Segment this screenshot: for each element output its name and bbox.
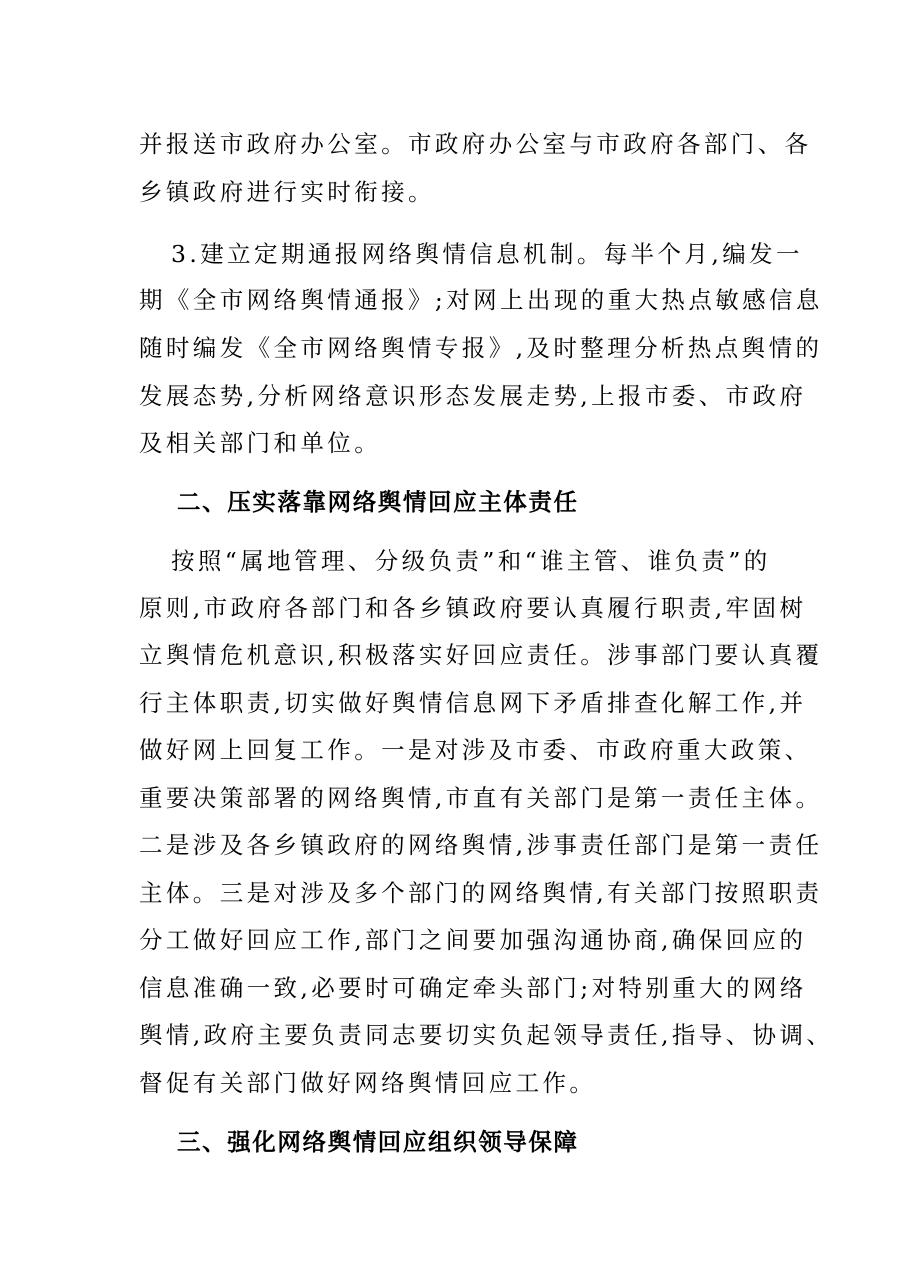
- paragraph-line: 分工做好回应工作,部门之间要加强沟通协商,确保回应的: [139, 926, 807, 954]
- paragraph-line: 立舆情危机意识,积极落实好回应责任。涉事部门要认真覆: [139, 641, 823, 669]
- paragraph-line: 二是涉及各乡镇政府的网络舆情,涉事责任部门是第一责任: [139, 831, 823, 859]
- section-heading: 二、压实落靠网络舆情回应主体责任: [177, 488, 579, 516]
- paragraph-line: 做好网上回复工作。一是对涉及市委、市政府重大政策、: [139, 736, 812, 764]
- paragraph-line: 期《全市网络舆情通报》;对网上出现的重大热点敏感信息: [139, 286, 823, 314]
- paragraph-line: 行主体职责,切实做好舆情信息网下矛盾排查化解工作,并: [139, 689, 807, 717]
- paragraph-line: 信息准确一致,必要时可确定牵头部门;对特别重大的网络: [139, 974, 807, 1002]
- paragraph-line: 并报送市政府办公室。市政府办公室与市政府各部门、各: [139, 130, 812, 158]
- paragraph-line: 督促有关部门做好网络舆情回应工作。: [139, 1069, 597, 1097]
- paragraph-line: 随时编发《全市网络舆情专报》,及时整理分析热点舆情的: [139, 334, 823, 362]
- paragraph-line: 舆情,政府主要负责同志要切实负起领导责任,指导、协调、: [139, 1021, 834, 1049]
- paragraph-line: 及相关部门和单位。: [139, 429, 382, 457]
- paragraph-line: 原则,市政府各部门和各乡镇政府要认真履行职责,牢固树: [139, 594, 807, 622]
- paragraph-line: 发展态势,分析网络意识形态发展走势,上报市委、市政府: [139, 382, 807, 410]
- paragraph-line: 重要决策部署的网络舆情,市直有关部门是第一责任主体。: [139, 784, 823, 812]
- paragraph-line: 3.建立定期通报网络舆情信息机制。每半个月,编发一: [171, 240, 803, 268]
- paragraph-line: 主体。三是对涉及多个部门的网络舆情,有关部门按照职责: [139, 879, 823, 907]
- paragraph-line: 按照“属地管理、分级负责”和“谁主管、谁负责”的: [171, 547, 771, 575]
- paragraph-line: 乡镇政府进行实时衔接。: [139, 178, 435, 206]
- section-heading: 三、强化网络舆情回应组织领导保障: [177, 1128, 579, 1156]
